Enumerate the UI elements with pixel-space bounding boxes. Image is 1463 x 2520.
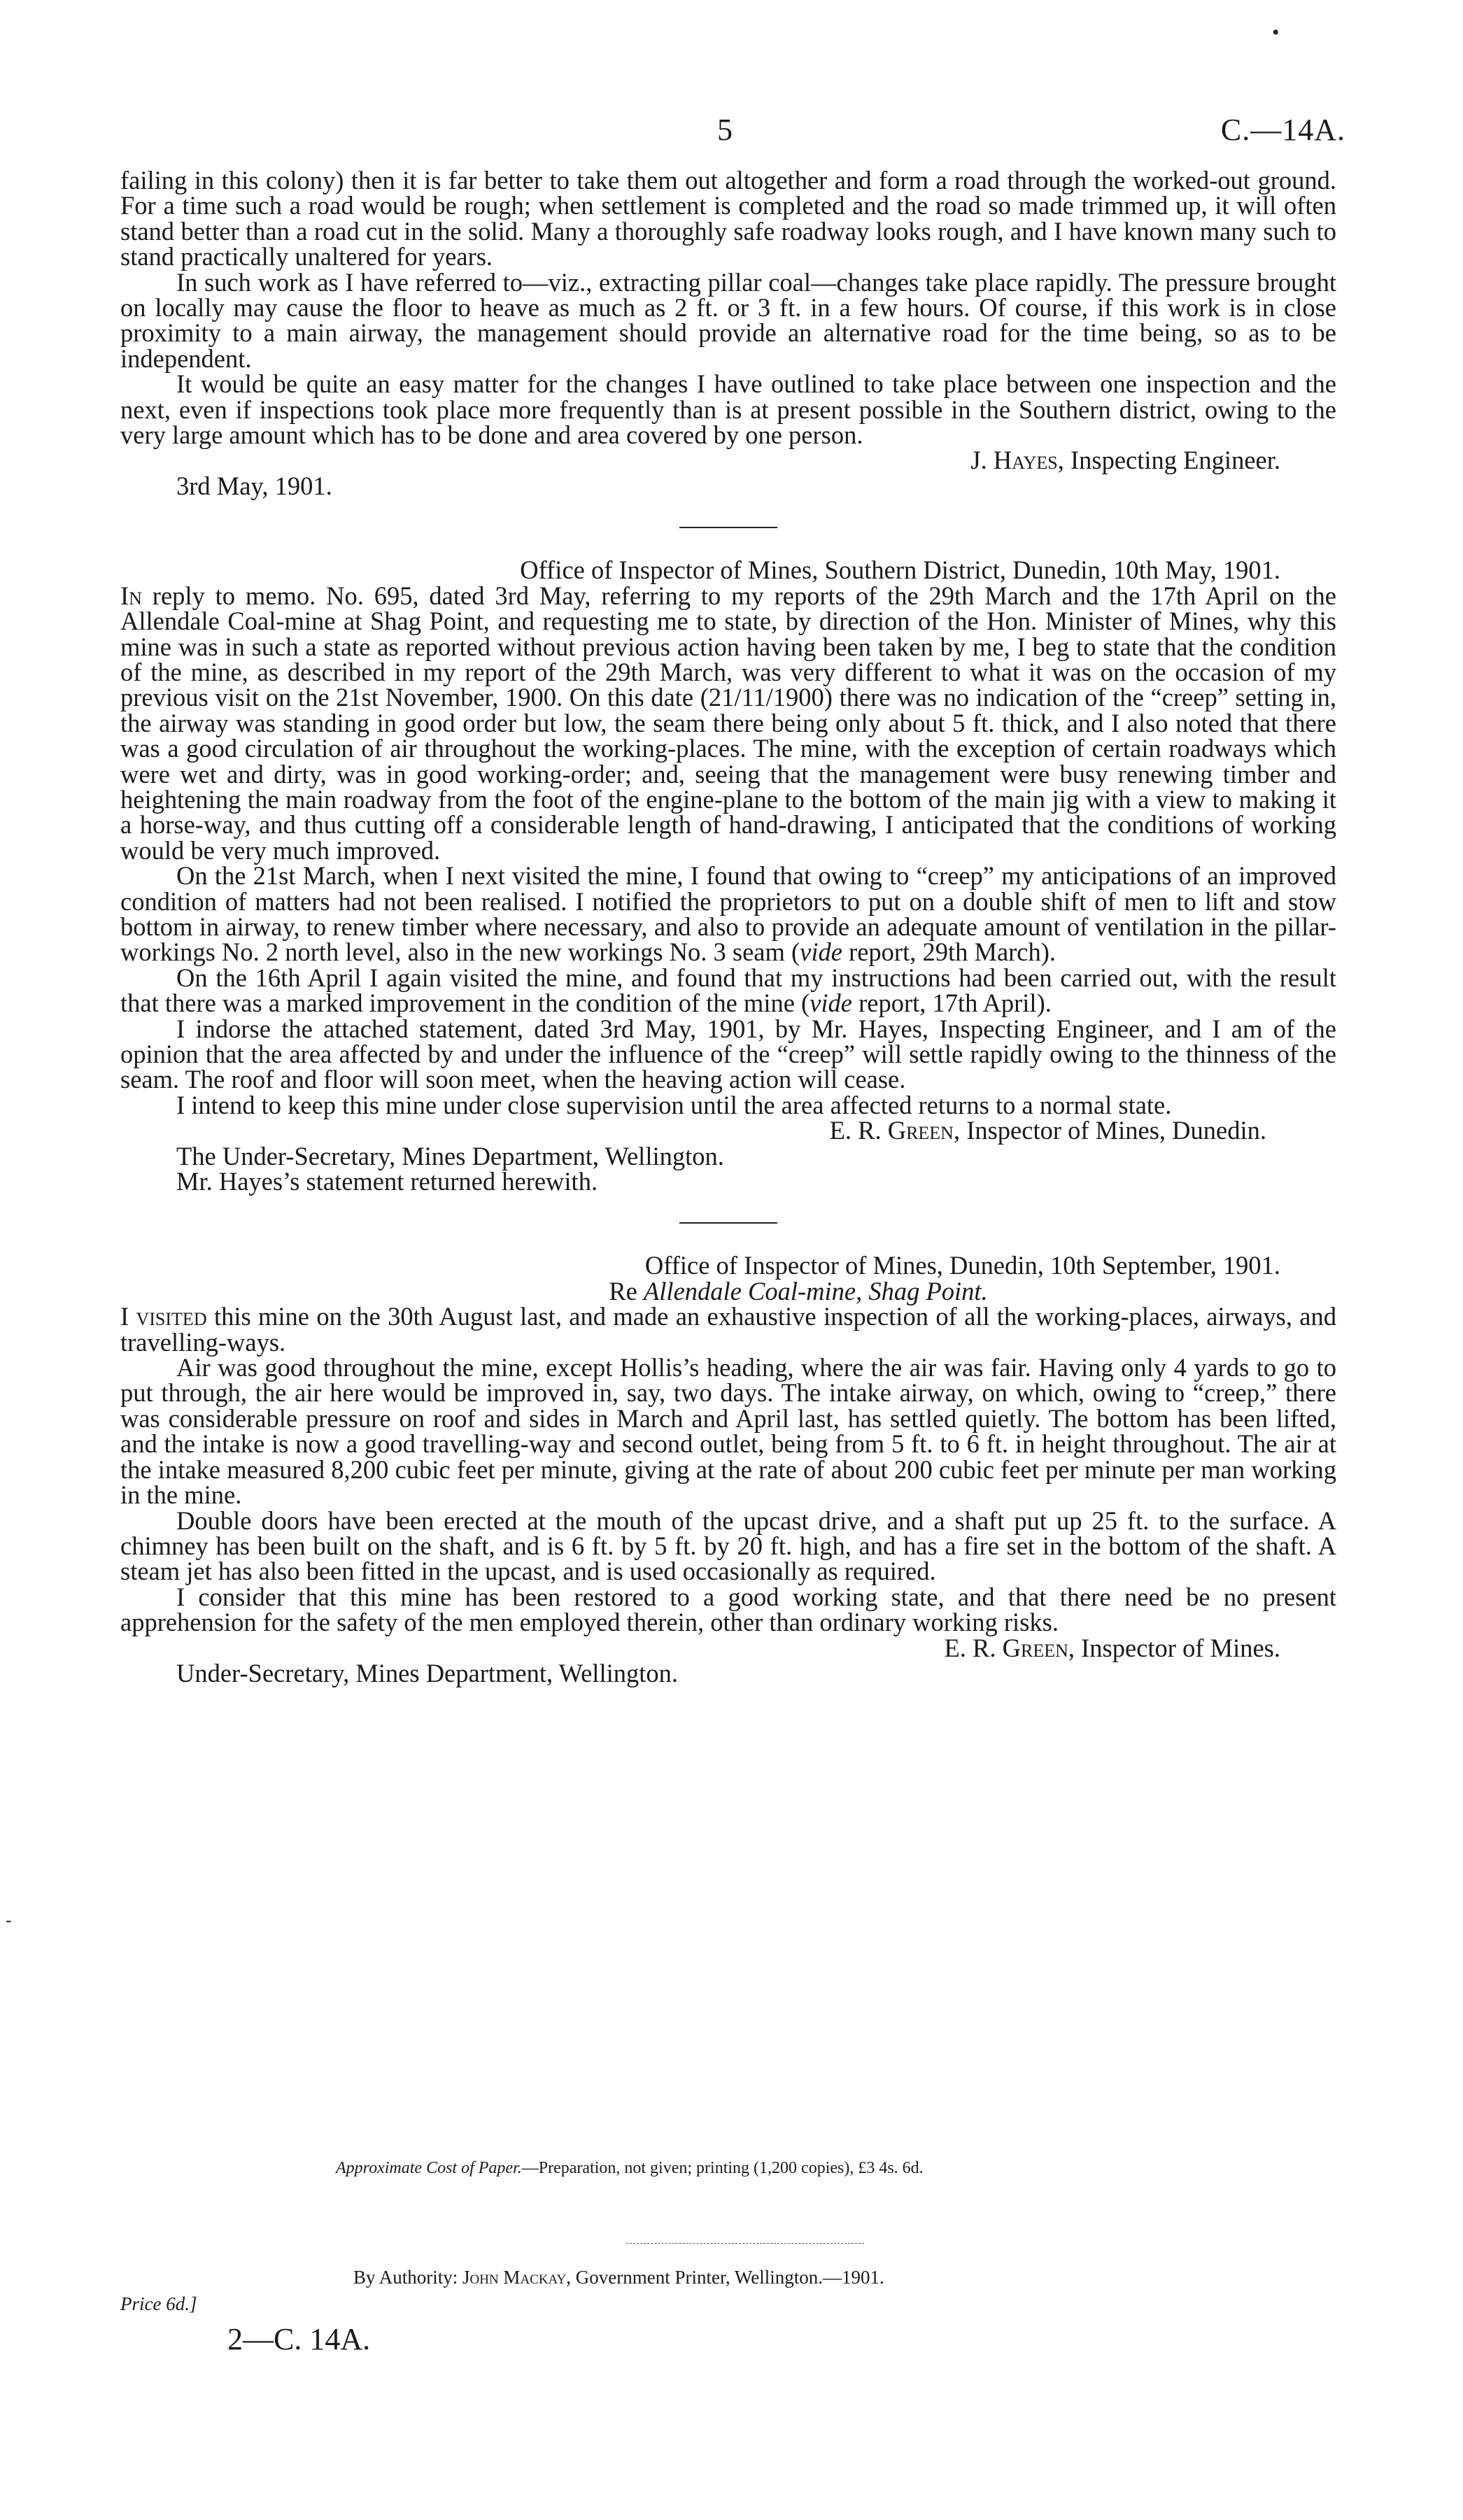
paragraph: In such work as I have referred to—viz., extracting pillar coal—changes take place rapidly. The pressure brought on locally may cause the floor to heave as much as 2 ft. or 3 ft. in a few hours. Of course, if this work is in close proximity to a main airway, the management should provide an alternative road for the time being, so as to be independent.: [120, 267, 1336, 373]
signature: [120, 1118, 1336, 1143]
signature-title: , Inspector of Mines, Dunedin.: [953, 1116, 1266, 1145]
authority-prefix: By Authority:: [353, 2267, 463, 2288]
section-divider: [679, 527, 777, 528]
paragraph: Double doors have been erected at the mouth of the upcast drive, and a shaft put up 25 ft. to the surface. A chimney has been built on the shaft, and is 6 ft. by 5 ft. by 20 ft. high, and has a fire set in the bottom of the shaft. A steam jet has also been fitted in the upcast, and is used occasionally as required.: [120, 1506, 1336, 1586]
italic-vide: vide: [810, 989, 852, 1018]
signature: [120, 1633, 1336, 1662]
paragraph-text: this mine on the 30th August last, and made an exhaustive inspection of all the working-places, airways, and travelling-ways.: [120, 1302, 1336, 1357]
paragraph: [120, 583, 1336, 863]
paragraph: failing in this colony) then it is far better to take them out altogether and form a road through the worked-out ground. For a time such a road would be rough; when settlement is completed and the road so made trimmed up, it will often stand better than a road cut in the solid. Many a thoroughly safe roadway looks rough, and I have known many such to stand practically unaltered for years.: [120, 166, 1336, 271]
page-number: 5: [717, 113, 733, 147]
paragraph: I indorse the attached statement, dated 3rd May, 1901, by Mr. Hayes, Inspecting Engineer, and I am of the opinion that the area affected by and under the influence of the “creep” will settle rapidly owing to the thinness of the seam. The roof and floor will soon meet, when the heaving action will cease.: [120, 1014, 1336, 1094]
paragraph: [120, 1304, 1336, 1355]
cost-label: Approximate Cost of Paper.: [336, 2159, 522, 2177]
document-reference: C.—14A.: [1220, 113, 1345, 147]
office-heading: Office of Inspector of Mines, Southern District, Dunedin, 10th May, 1901.: [520, 555, 1280, 585]
margin-dot: •: [1272, 21, 1280, 44]
section-divider: [679, 1222, 777, 1224]
page-header: [0, 112, 1463, 154]
paragraph: [120, 863, 1336, 965]
price: Price 6d.]: [120, 2293, 197, 2314]
paragraph-text: reply to memo. No. 695, dated 3rd May, referring to my reports of the 29th March and the 17th April on the Allendale Coal-mine at Shag Point, and requesting me to state, by direction of the Hon. Minister of Mines, why this mine was in such a state as reported without previous action having been taken by me, I beg to state that the condition of the mine, as described in my report of the 29th March, was very different to what it was on the occasion of my previous visit on the 21st November, 1900. On this date (21/11/1900) there was no indication of the “creep” setting in, the airway was standing in good order but low, the seam there being only about 5 ft. thick, and I also noted that there was a good circulation of air throughout the working-places. The mine, with the exception of certain roadways which were wet and dirty, was in good working-order; and, seeing that the management were busy renewing timber and heightening the main roadway from the foot of the engine-plane to the bottom of the main jig with a view to making it a horse-way, and thus cutting off a considerable length of hand-drawing, I anticipated that the conditions of working would be very much improved.: [120, 581, 1336, 865]
signature-name: J. Hayes: [970, 446, 1058, 475]
report-hayes: [120, 168, 1336, 499]
subject-title: Allendale Coal-mine, Shag Point.: [644, 1276, 988, 1305]
cost-text: —Preparation, not given; printing (1,200 copies), £3 4s. 6d.: [521, 2159, 924, 2177]
paragraph-text: On the 16th April I again visited the mine, and found that my instructions had been carried out, with the result that there was a marked improvement in the condition of the mine (: [120, 963, 1336, 1018]
note: Mr. Hayes’s statement returned herewith.: [176, 1167, 598, 1196]
subject-prefix: Re: [609, 1276, 644, 1305]
paragraph: It would be quite an easy matter for the changes I have outlined to take place between one inspection and the next, even if inspections took place more frequently than is at present possible in the Southern district, owing to the very large amount which has to be done and area covered by one person.: [120, 369, 1336, 450]
report-green-may: [120, 555, 1336, 1196]
margin-tick: -: [6, 1910, 12, 1930]
italic-vide: vide: [800, 937, 842, 967]
addressee: Under-Secretary, Mines Department, Wellington.: [176, 1658, 678, 1687]
cost-of-paper: [336, 2159, 924, 2178]
paragraph-text: On the 21st March, when I next visited the mine, I found that owing to “creep” my anticipations of an improved condition of matters had not been realised. I notified the proprietors to put on a double shift of men to lift and stow bottom in airway, to renew timber where necessary, and also to provide an adequate amount of ventilation in the pillar-workings No. 2 north level, also in the new workings No. 3 seam (: [120, 861, 1336, 967]
subject-line: [120, 1276, 1336, 1305]
paragraph-text: report, 29th March).: [842, 937, 1056, 967]
paragraph: I consider that this mine has been restored to a good working state, and that there need be no present apprehension for the safety of the men employed therein, other than ordinary working risks.: [120, 1582, 1336, 1637]
signature-title: , Inspector of Mines.: [1068, 1633, 1280, 1662]
paragraph: I intend to keep this mine under close supervision until the area affected returns to a normal state.: [176, 1090, 1172, 1119]
printer-authority: [353, 2267, 884, 2288]
signature-name: E. R. Green: [829, 1116, 954, 1145]
printer-name: John Mackay: [462, 2267, 567, 2288]
document-body: [120, 168, 1336, 1686]
lead-word: In: [120, 581, 142, 610]
date-line: 3rd May, 1901.: [176, 471, 332, 500]
lead-word: I visited: [120, 1302, 207, 1331]
signature: [120, 448, 1336, 473]
signature-title: , Inspecting Engineer.: [1057, 446, 1280, 475]
paragraph: Air was good throughout the mine, except Hollis’s heading, where the air was fair. Having only 4 yards to go to put through, the air here would be improved in, say, two days. The intake airway, on which, owing to “creep,” there was considerable pressure on roof and sides in March and April last, has settled quietly. The bottom has been lifted, and the intake is now a good travelling-way and second outlet, being from 5 ft. to 6 ft. in height throughout. The air at the intake measured 8,200 cubic feet per minute, giving at the rate of about 200 cubic feet per minute per man working in the mine.: [120, 1353, 1336, 1510]
paragraph-text: report, 17th April).: [852, 989, 1052, 1018]
signature-name: E. R. Green: [944, 1633, 1068, 1662]
footer-divider: [626, 2243, 864, 2244]
authority-rest: , Government Printer, Wellington.—1901.: [566, 2267, 884, 2288]
office-heading: Office of Inspector of Mines, Dunedin, 10th September, 1901.: [644, 1251, 1280, 1280]
paragraph: [120, 965, 1336, 1017]
sheet-code: 2—C. 14A.: [227, 2322, 371, 2356]
report-green-september: [120, 1253, 1336, 1686]
addressee: The Under-Secretary, Mines Department, Wellington.: [176, 1141, 724, 1170]
